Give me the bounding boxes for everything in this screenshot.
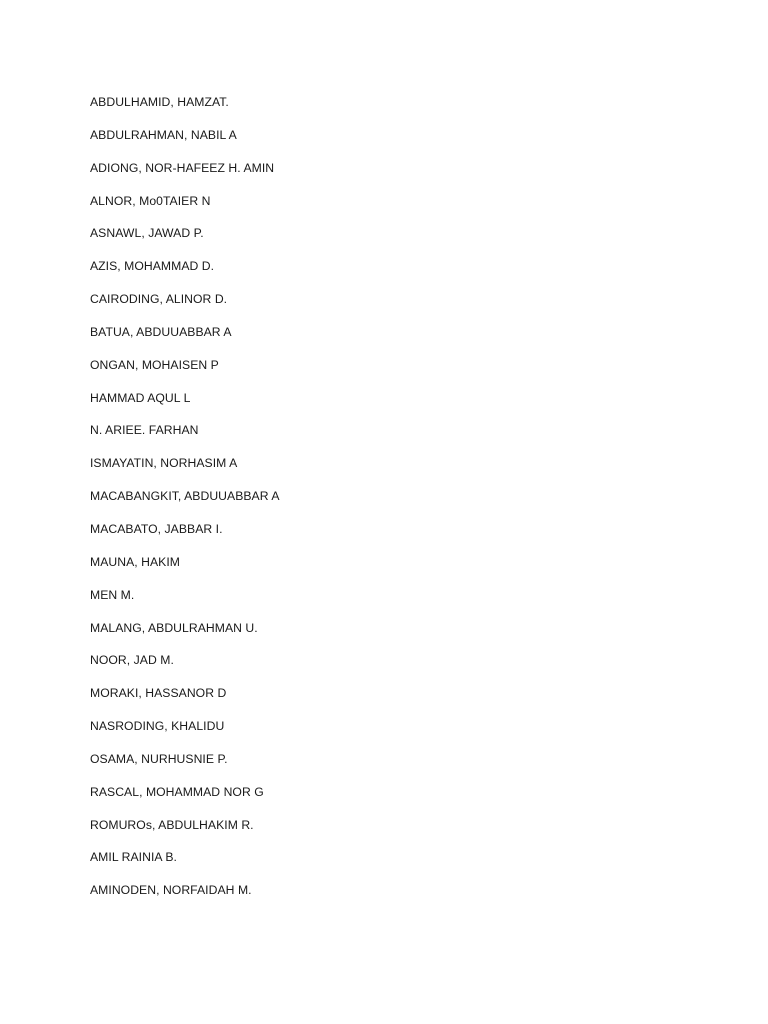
list-item: OSAMA, NURHUSNIE P. <box>90 751 228 766</box>
list-item: AMIL RAINIA B. <box>90 850 177 865</box>
list-item: RASCAL, MOHAMMAD NOR G <box>90 784 264 799</box>
list-item: HAMMAD AQUL L <box>90 390 191 405</box>
list-item: BATUA, ABDUUABBAR A <box>90 324 232 339</box>
list-item: MACABATO, JABBAR I. <box>90 521 223 536</box>
list-item: MALANG, ABDULRAHMAN U. <box>90 620 258 635</box>
list-item: MACABANGKIT, ABDUUABBAR A <box>90 489 280 504</box>
list-item: ONGAN, MOHAISEN P <box>90 357 219 372</box>
list-item: AMINODEN, NORFAIDAH M. <box>90 883 252 898</box>
list-item: CAIRODING, ALINOR D. <box>90 292 228 307</box>
list-item: ALNOR, Mo0TAIER N <box>90 193 211 208</box>
list-item: AZIS, MOHAMMAD D. <box>90 259 215 274</box>
list-item: MEN M. <box>90 587 135 602</box>
list-item: MORAKI, HASSANOR D <box>90 686 227 701</box>
list-item: NOOR, JAD M. <box>90 653 174 668</box>
list-item: N. ARIEE. FARHAN <box>90 423 199 438</box>
list-item: ABDULRAHMAN, NABIL A <box>90 127 237 142</box>
list-item: ISMAYATIN, NORHASIM A <box>90 456 238 471</box>
list-item: ASNAWL, JAWAD P. <box>90 226 204 241</box>
list-item: ADIONG, NOR-HAFEEZ H. AMIN <box>90 160 275 175</box>
list-item: MAUNA, HAKIM <box>90 554 180 569</box>
list-item: ROMUROs, ABDULHAKIM R. <box>90 817 254 832</box>
name-list <box>90 93 280 914</box>
list-item: NASRODING, KHALIDU <box>90 719 225 734</box>
list-item: ABDULHAMID, HAMZAT. <box>90 95 229 109</box>
